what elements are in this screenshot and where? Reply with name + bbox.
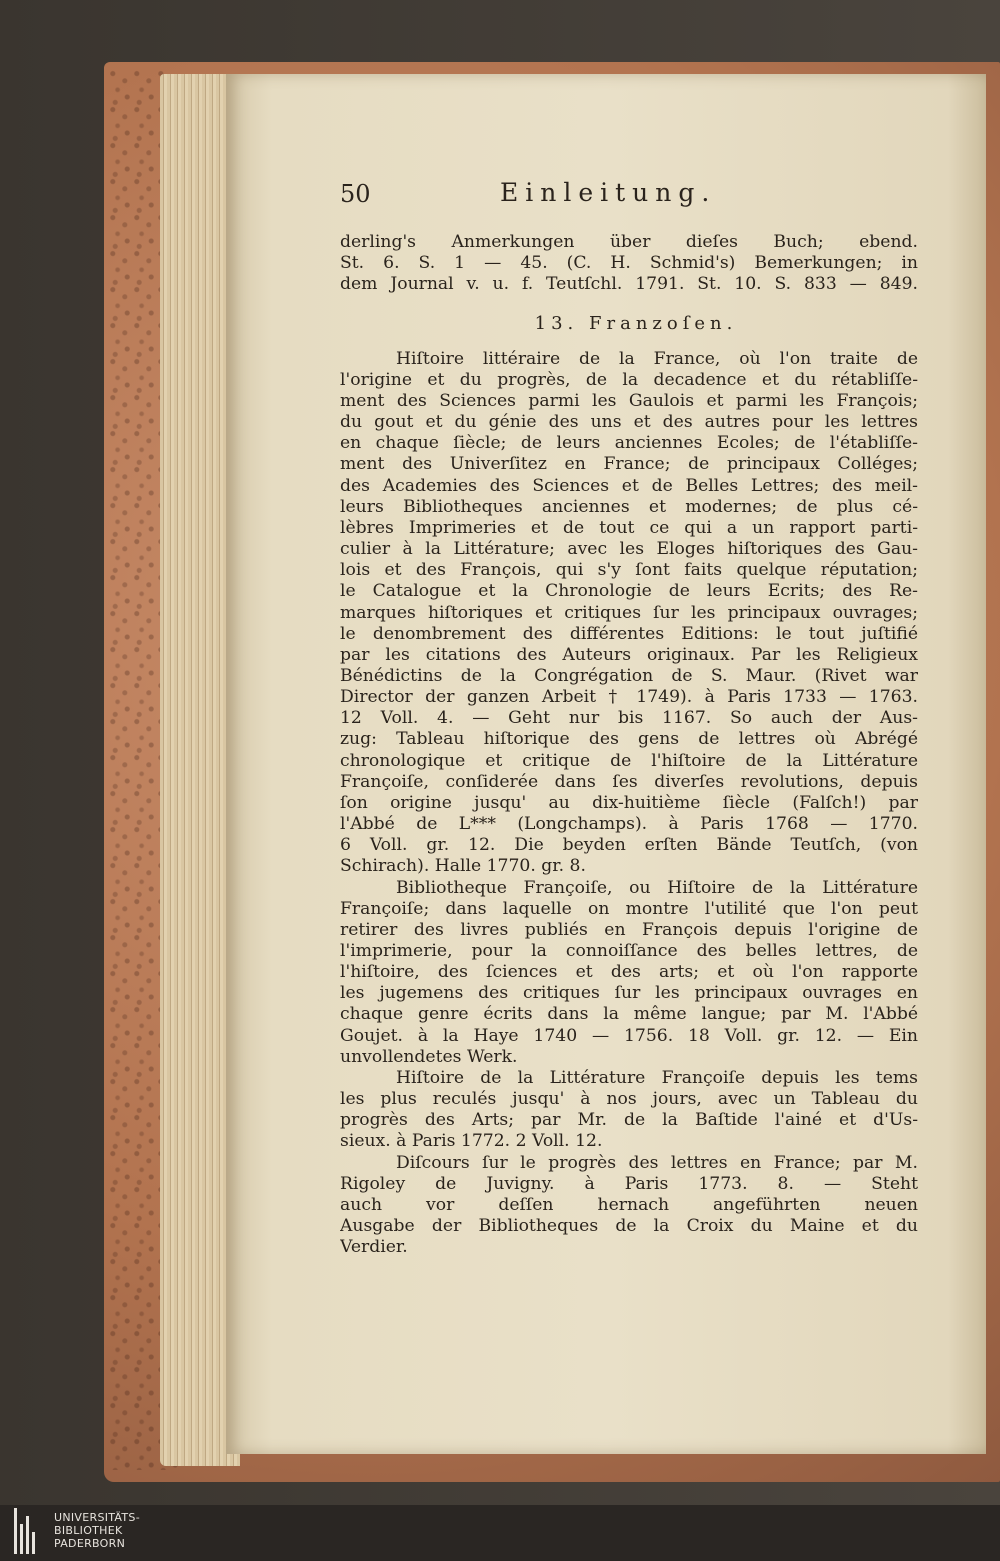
text-line: dem Journal v. u. f. Teutſchl. 1791. St. 10. S. 833 — 849. bbox=[340, 274, 918, 295]
text-line: marques hiſtoriques et critiques ſur les principaux ouvrages; bbox=[340, 602, 918, 623]
paragraph-list bbox=[340, 349, 918, 1259]
paragraph bbox=[340, 349, 918, 878]
paragraph bbox=[340, 1153, 918, 1259]
text-line: lois et des François, qui s'y ſont faits quelque réputation; bbox=[340, 560, 918, 581]
text-line: en chaque ſiècle; de leurs anciennes Ecoles; de l'établiſſe- bbox=[340, 433, 918, 454]
text-line: retirer des livres publiés en François depuis l'origine de bbox=[340, 919, 918, 940]
text-line: progrès des Arts; par Mr. de la Baſtide l'ainé et d'Us- bbox=[340, 1110, 918, 1131]
text-line: St. 6. S. 1 — 45. (C. H. Schmid's) Bemerkungen; in bbox=[340, 253, 918, 274]
page-header bbox=[340, 180, 918, 232]
continued-text bbox=[340, 232, 918, 295]
text-line: chronologique et critique de l'hiſtoire de la Littérature bbox=[340, 750, 918, 771]
text-line: l'origine et du progrès, de la decadence et du rétabliſſe- bbox=[340, 369, 918, 390]
text-line: les plus reculés jusqu' à nos jours, avec un Tableau du bbox=[340, 1089, 918, 1110]
text-line: ment des Univerſitez en France; de principaux Colléges; bbox=[340, 454, 918, 475]
text-line: Rigoley de Juvigny. à Paris 1773. 8. — Steht bbox=[340, 1173, 918, 1194]
text-line: auch vor deſſen hernach angeführten neuen bbox=[340, 1194, 918, 1215]
text-line: les jugemens des critiques ſur les principaux ouvrages en bbox=[340, 983, 918, 1004]
library-logo-line: UNIVERSITÄTS- bbox=[54, 1511, 140, 1524]
footer-bar bbox=[0, 1505, 1000, 1561]
running-title: Einleitung. bbox=[500, 178, 717, 207]
text-line: Bénédictins de la Congrégation de S. Maur. (Rivet war bbox=[340, 665, 918, 686]
text-line: le denombrement des différentes Editions: le tout juſtifié bbox=[340, 623, 918, 644]
text-line: zug: Tableau hiſtorique des gens de lettres où Abrégé bbox=[340, 729, 918, 750]
text-line: Hiſtoire littéraire de la France, où l'on traite de bbox=[396, 348, 918, 369]
text-line: leurs Bibliotheques anciennes et modernes; de plus cé- bbox=[340, 496, 918, 517]
text-line: derling's Anmerkungen über dieſes Buch; ebend. bbox=[340, 232, 918, 252]
page-number: 50 bbox=[340, 180, 371, 208]
text-line: l'Abbé de L*** (Longchamps). à Paris 1768 — 1770. bbox=[340, 814, 918, 835]
text-line: l'hiſtoire, des ſciences et des arts; et où l'on rapporte bbox=[340, 962, 918, 983]
library-logo-text bbox=[54, 1511, 140, 1550]
text-line: le Catalogue et la Chronologie de leurs Ecrits; des Re- bbox=[340, 581, 918, 602]
text-line: par les citations des Auteurs originaux. Par les Religieux bbox=[340, 644, 918, 665]
text-line: lèbres Imprimeries et de tout ce qui a un rapport parti- bbox=[340, 517, 918, 538]
text-line: des Academies des Sciences et de Belles Lettres; des meil- bbox=[340, 475, 918, 496]
text-line: Françoiſe; dans laquelle on montre l'utilité que l'on peut bbox=[340, 898, 918, 919]
text-line: Verdier. bbox=[340, 1237, 408, 1258]
text-line: culier à la Littérature; avec les Eloges hiſtoriques des Gau- bbox=[340, 539, 918, 560]
paragraph bbox=[340, 878, 918, 1068]
text-line: Ausgabe der Bibliotheques de la Croix du Maine et du bbox=[340, 1216, 918, 1237]
text-line: Director der ganzen Arbeit † 1749). à Paris 1733 — 1763. bbox=[340, 687, 918, 708]
text-line: 12 Voll. 4. — Geht nur bis 1167. So auch der Aus- bbox=[340, 708, 918, 729]
text-line: ment des Sciences parmi les Gaulois et parmi les François; bbox=[340, 390, 918, 411]
text-line: chaque genre écrits dans la même langue; par M. l'Abbé bbox=[340, 1004, 918, 1025]
section-heading: 13. Franzoſen. bbox=[534, 313, 738, 335]
library-logo-line: BIBLIOTHEK bbox=[54, 1524, 123, 1537]
library-logo-line: PADERBORN bbox=[54, 1537, 126, 1550]
text-line: unvollendetes Werk. bbox=[340, 1046, 518, 1067]
text-line: du gout et du génie des uns et des autres pour les lettres bbox=[340, 412, 918, 433]
text-line: Hiſtoire de la Littérature Françoiſe depuis les tems bbox=[396, 1067, 918, 1088]
text-line: Goujet. à la Haye 1740 — 1756. 18 Voll. gr. 12. — Ein bbox=[340, 1025, 918, 1046]
text-line: Bibliotheque Françoiſe, ou Hiſtoire de la Littérature bbox=[396, 877, 918, 898]
paragraph bbox=[340, 1068, 918, 1153]
library-logo-icon bbox=[14, 1508, 48, 1554]
page-text bbox=[340, 180, 918, 1258]
text-line: 6 Voll. gr. 12. Die beyden erſten Bände Teutſch, (von bbox=[340, 835, 918, 856]
text-line: sieux. à Paris 1772. 2 Voll. 12. bbox=[340, 1131, 603, 1152]
text-line: Schirach). Halle 1770. gr. 8. bbox=[340, 856, 586, 877]
text-line: l'imprimerie, pour la connoiſſance des belles lettres, de bbox=[340, 941, 918, 961]
text-line: Françoiſe, conſiderée dans ſes diverſes revolutions, depuis bbox=[340, 771, 918, 792]
text-line: Diſcours ſur le progrès des lettres en France; par M. bbox=[396, 1152, 918, 1173]
text-line: ſon origine jusqu' au dix-huitième ſiècle (Falſch!) par bbox=[340, 792, 918, 813]
